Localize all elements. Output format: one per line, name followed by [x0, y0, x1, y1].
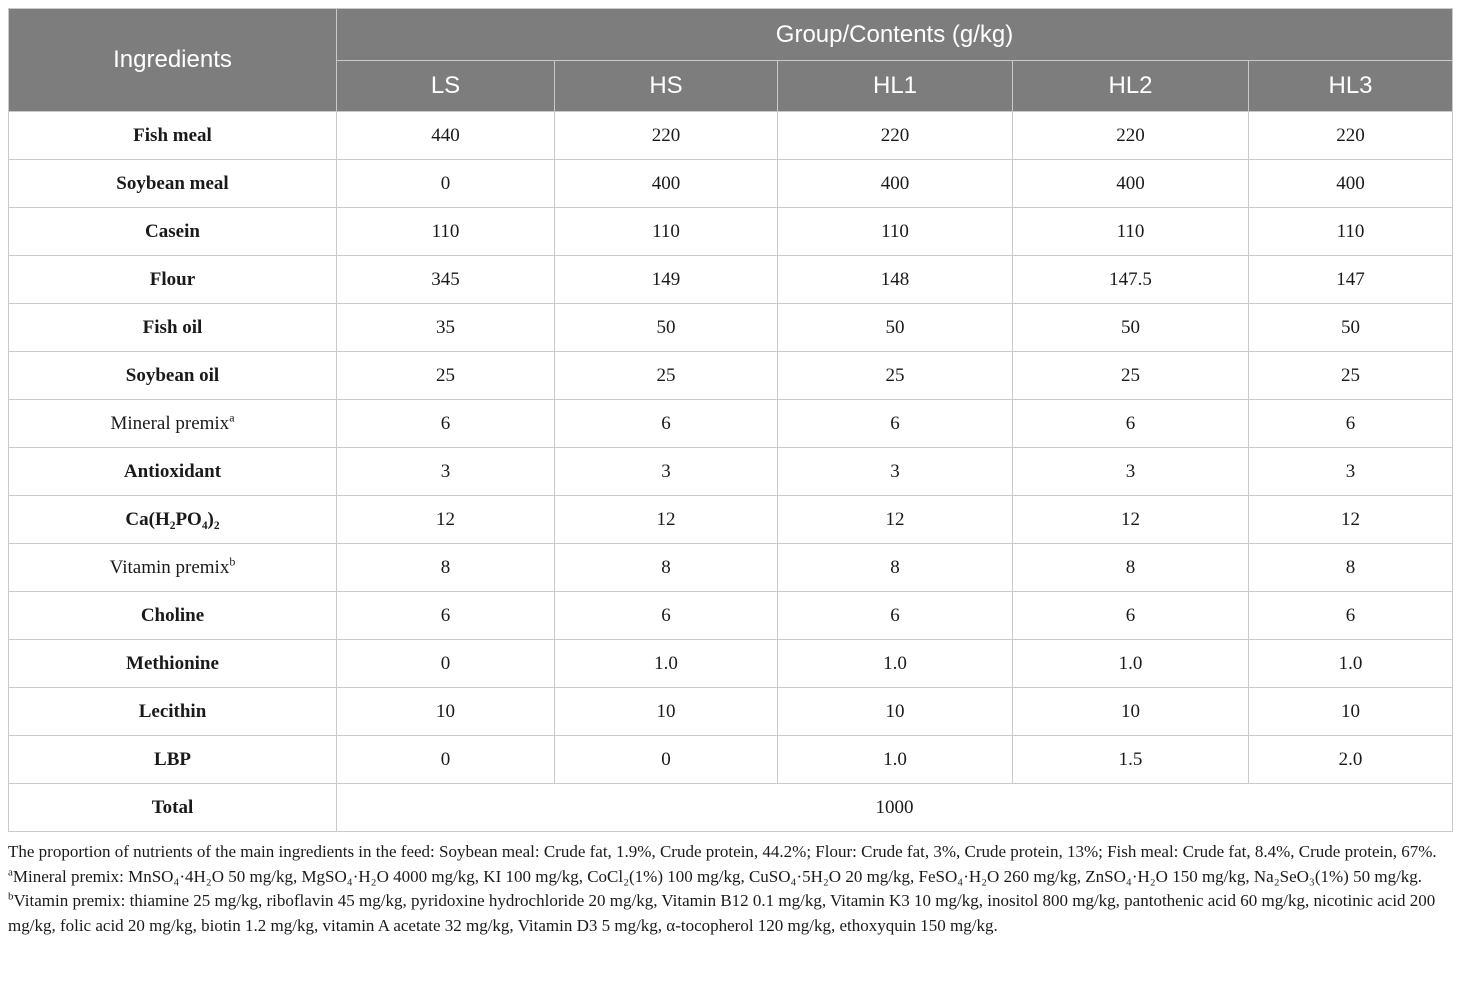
table-cell: 220	[1249, 112, 1453, 160]
table-cell: 1.0	[778, 736, 1013, 784]
ingredient-name	[9, 544, 337, 592]
table-cell: 25	[1013, 352, 1249, 400]
ingredient-name	[9, 592, 337, 640]
table-row	[9, 448, 1453, 496]
table-cell: 12	[337, 496, 555, 544]
table-cell: 1.0	[555, 640, 778, 688]
total-row	[9, 784, 1453, 832]
table-row	[9, 640, 1453, 688]
table-cell: 25	[1249, 352, 1453, 400]
table-row	[9, 208, 1453, 256]
table-cell: 10	[1249, 688, 1453, 736]
footnote-mineral	[8, 865, 1452, 890]
footnote-vitamin	[8, 889, 1452, 938]
footnote-marker: b	[229, 554, 236, 569]
table-cell: 6	[1249, 592, 1453, 640]
feed-composition-table	[8, 8, 1453, 832]
table-cell: 3	[1013, 448, 1249, 496]
ingredient-name	[9, 640, 337, 688]
group-header-hl1: HL1	[778, 61, 1013, 112]
table-cell: 0	[555, 736, 778, 784]
table-cell: 3	[778, 448, 1013, 496]
table-cell: 50	[1013, 304, 1249, 352]
table-cell: 12	[1013, 496, 1249, 544]
footnote-marker-a: a	[8, 865, 13, 878]
table-cell: 3	[337, 448, 555, 496]
footnote-vitamin-text: Vitamin premix: thiamine 25 mg/kg, riboflavin 45 mg/kg, pyridoxine hydrochloride 20 mg/kg, Vitamin B12 0.1 mg/kg, Vitamin K3 10 mg/kg, inositol 800 mg/kg, pantothenic acid 60 mg/kg, nicotinic acid 200 mg/kg, folic acid 20 mg/kg, biotin 1.2 mg/kg, vitamin A acetate 32 mg/kg, Vitamin D3 5 mg/kg, α-tocopherol 120 mg/kg, ethoxyquin 150 mg/kg.	[8, 891, 1436, 935]
table-cell: 12	[1249, 496, 1453, 544]
table-row	[9, 352, 1453, 400]
table-cell: 10	[1013, 688, 1249, 736]
table-cell: 0	[337, 160, 555, 208]
ingredient-label: Fish oil	[142, 316, 203, 338]
table-cell: 6	[778, 592, 1013, 640]
total-value: 1000	[337, 784, 1453, 832]
ingredient-label: Methionine	[126, 652, 219, 674]
ingredient-name	[9, 400, 337, 448]
ingredient-label: Ca(H₂PO₄)₂	[125, 508, 220, 530]
table-cell: 2.0	[1249, 736, 1453, 784]
table-row	[9, 496, 1453, 544]
footnote-proportion: The proportion of nutrients of the main ingredients in the feed: Soybean meal: Crude fat, 1.9%, Crude protein, 44.2%; Flour: Crude fat, 3%, Crude protein, 13%; Fish meal: Crude fat, 8.4%, Crude protein, 67%.	[8, 842, 1437, 861]
table-cell: 0	[337, 736, 555, 784]
table-cell: 0	[337, 640, 555, 688]
table-row	[9, 736, 1453, 784]
table-cell: 440	[337, 112, 555, 160]
ingredient-label: Soybean oil	[125, 364, 220, 386]
table-cell: 8	[1013, 544, 1249, 592]
table-row	[9, 112, 1453, 160]
footnote-marker-b: b	[8, 890, 14, 903]
table-row	[9, 544, 1453, 592]
table-cell: 12	[555, 496, 778, 544]
table-cell: 149	[555, 256, 778, 304]
table-cell: 400	[1249, 160, 1453, 208]
table-header	[9, 9, 1453, 112]
table-cell: 147.5	[1013, 256, 1249, 304]
ingredient-label: Casein	[145, 220, 200, 242]
table-cell: 220	[1013, 112, 1249, 160]
group-header-hl3: HL3	[1249, 61, 1453, 112]
table-cell: 148	[778, 256, 1013, 304]
ingredient-name	[9, 112, 337, 160]
group-header-hs: HS	[555, 61, 778, 112]
table-cell: 110	[1249, 208, 1453, 256]
group-contents-header: Group/Contents (g/kg)	[337, 9, 1453, 61]
table-cell: 50	[778, 304, 1013, 352]
table-cell: 25	[337, 352, 555, 400]
table-cell: 12	[778, 496, 1013, 544]
table-cell: 1.0	[1249, 640, 1453, 688]
ingredient-name	[9, 496, 337, 544]
ingredient-name	[9, 160, 337, 208]
table-row	[9, 400, 1453, 448]
table-cell: 110	[1013, 208, 1249, 256]
ingredient-name	[9, 256, 337, 304]
table-cell: 6	[555, 592, 778, 640]
table-cell: 35	[337, 304, 555, 352]
table-footnotes	[8, 840, 1452, 938]
table-cell: 1.5	[1013, 736, 1249, 784]
table-cell: 8	[778, 544, 1013, 592]
table-cell: 25	[778, 352, 1013, 400]
table-body	[9, 112, 1453, 832]
ingredient-label: Soybean meal	[116, 172, 229, 194]
table-cell: 10	[337, 688, 555, 736]
table-row	[9, 592, 1453, 640]
table-row	[9, 688, 1453, 736]
group-header-ls: LS	[337, 61, 555, 112]
table-cell: 220	[778, 112, 1013, 160]
table-cell: 8	[337, 544, 555, 592]
table-cell: 147	[1249, 256, 1453, 304]
table-container	[8, 8, 1452, 938]
table-cell: 8	[555, 544, 778, 592]
ingredient-name	[9, 736, 337, 784]
group-header-hl2: HL2	[1013, 61, 1249, 112]
table-cell: 10	[778, 688, 1013, 736]
table-cell: 6	[1249, 400, 1453, 448]
ingredient-label: Mineral premix	[110, 412, 230, 434]
table-cell: 50	[1249, 304, 1453, 352]
table-cell: 400	[778, 160, 1013, 208]
table-cell: 6	[1013, 592, 1249, 640]
table-cell: 6	[555, 400, 778, 448]
table-cell: 1.0	[1013, 640, 1249, 688]
ingredient-name	[9, 688, 337, 736]
table-cell: 1.0	[778, 640, 1013, 688]
table-cell: 345	[337, 256, 555, 304]
table-cell: 6	[337, 400, 555, 448]
table-row	[9, 160, 1453, 208]
table-cell: 6	[778, 400, 1013, 448]
ingredients-header: Ingredients	[9, 9, 337, 112]
table-cell: 110	[555, 208, 778, 256]
ingredient-name	[9, 352, 337, 400]
table-cell: 400	[555, 160, 778, 208]
table-cell: 6	[337, 592, 555, 640]
footnote-marker: a	[229, 410, 235, 425]
ingredient-label: Antioxidant	[123, 460, 222, 482]
table-cell: 25	[555, 352, 778, 400]
ingredient-label: Vitamin premix	[109, 556, 230, 578]
table-row	[9, 304, 1453, 352]
ingredient-name	[9, 448, 337, 496]
ingredient-label: Lecithin	[138, 700, 207, 722]
table-cell: 220	[555, 112, 778, 160]
table-cell: 8	[1249, 544, 1453, 592]
ingredient-name	[9, 304, 337, 352]
ingredient-label: Fish meal	[133, 124, 212, 146]
table-cell: 110	[778, 208, 1013, 256]
ingredient-label: Choline	[140, 604, 205, 626]
table-cell: 400	[1013, 160, 1249, 208]
ingredient-name	[9, 208, 337, 256]
ingredient-label: LBP	[154, 748, 191, 770]
table-cell: 50	[555, 304, 778, 352]
footnote-mineral-text: Mineral premix: MnSO₄·4H₂O 50 mg/kg, MgSO₄·H₂O 4000 mg/kg, KI 100 mg/kg, CoCl₂(1%) 100 mg/kg, CuSO₄·5H₂O 20 mg/kg, FeSO₄·H₂O 260 mg/kg, ZnSO₄·H₂O 150 mg/kg, Na₂SeO₃(1%) 50 mg/kg.	[12, 866, 1423, 886]
table-cell: 3	[555, 448, 778, 496]
table-cell: 110	[337, 208, 555, 256]
table-row	[9, 256, 1453, 304]
table-cell: 3	[1249, 448, 1453, 496]
table-cell: 6	[1013, 400, 1249, 448]
total-label: Total	[9, 784, 337, 832]
ingredient-label: Flour	[149, 268, 196, 290]
table-cell: 10	[555, 688, 778, 736]
